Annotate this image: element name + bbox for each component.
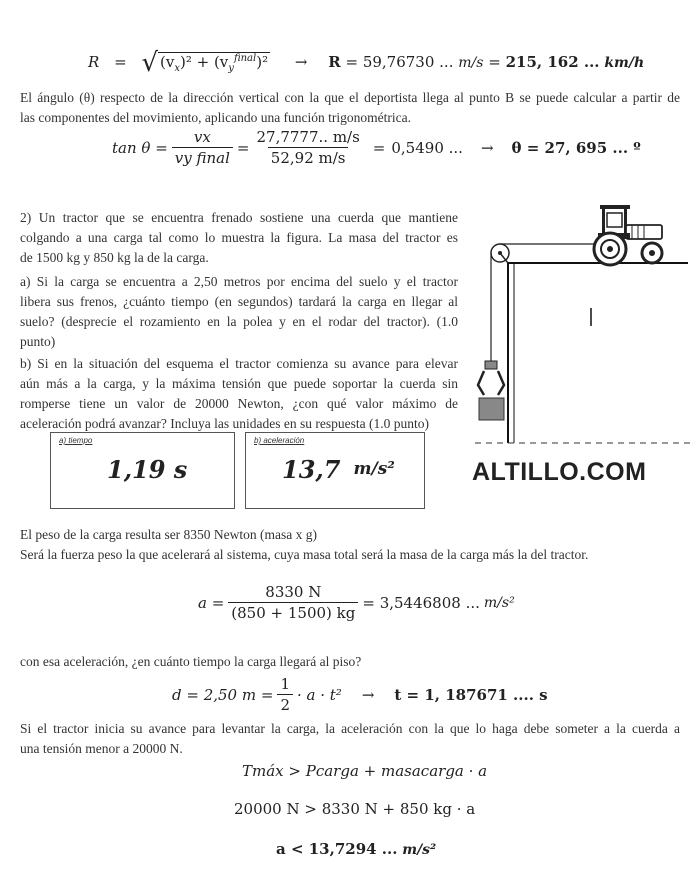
answer-label-acceleration: b) aceleración bbox=[254, 436, 305, 445]
tractor-icon bbox=[594, 205, 662, 265]
result-var-r: R bbox=[328, 53, 341, 71]
radicand-vx: (v bbox=[160, 53, 175, 71]
paragraph-angle-line2: las componentes del movimiento, aplicando una función trigonométrica. bbox=[20, 110, 412, 125]
theta-result: θ = 27, 695 ... º bbox=[511, 138, 641, 157]
answer-value-time: 1,19 s bbox=[107, 455, 188, 484]
fraction-half: $\frac{1}{2}$ bbox=[277, 675, 293, 714]
pulley-icon bbox=[491, 244, 509, 263]
hook-icon bbox=[478, 361, 504, 395]
equation-tension-inequality: Tmáx > Pcarga + masacarga · a bbox=[242, 762, 488, 780]
arrow: → bbox=[294, 53, 308, 71]
paragraph-time-question: con esa aceleración, ¿en cuánto tiempo la carga llegará al piso? bbox=[20, 654, 362, 669]
equation-acceleration: a = $\frac{8330 N}{(850 + 1500) kg}$ = 3,5446808 ... m/s² bbox=[198, 583, 515, 622]
tan-value: 0,5490 ... bbox=[391, 138, 463, 157]
problem-2a: a) Si la carga se encuentra a 2,50 metros por encima del suelo y el tractor libera sus frenos, ¿cuánto tiempo (en segundos) tardará la carga en llegar al suelo? (desprecie el rozamiento en la polea y en el rodar del tractor). (1.0 punto) bbox=[20, 274, 458, 349]
load-box bbox=[479, 398, 504, 420]
equals-sign: = bbox=[114, 53, 127, 71]
problem-2b: b) Si en la situación del esquema el tractor comienza su avance para elevar aún más a la carga, y la máxima tensión que puede soportar la cuerda sin romperse tiene un valor de 20000 Newton, ¿con qué valor máximo de aceleración podrá avanzar? Incluya las unidades en su respuesta (1.0 punto) bbox=[20, 356, 458, 431]
equation-distance: d = 2,50 m = $\frac{1}{2}$ · a · t² → t = 1, 187671 .... s bbox=[172, 675, 548, 714]
fraction-values: $\frac{27,7777.. m/s}{52,92 m/s}$ bbox=[256, 128, 360, 167]
fraction-velocity: $\frac{vx}{\text{vy final}}$ bbox=[172, 128, 233, 167]
equation-max-acceleration: a < 13,7294 ... m/s² bbox=[276, 840, 437, 858]
problem-2: 2) Un tractor que se encuentra frenado sostiene una cuerda que mantiene colgando a una carga tal como lo muestra la figura. La masa del tractor es de 1500 kg y 850 kg la de la carga. bbox=[20, 210, 458, 265]
var-r: R bbox=[88, 53, 100, 71]
answer-box-time bbox=[50, 432, 235, 509]
answer-box-acceleration bbox=[245, 432, 425, 509]
time-result: t = 1, 187671 .... s bbox=[394, 685, 548, 704]
paragraph-weight: El peso de la carga resulta ser 8350 Newton (masa x g) Será la fuerza peso la que acelerará al sistema, cuya masa total será la masa de la carga más la del tractor. bbox=[20, 527, 589, 562]
result-kmh: 215, 162 ... bbox=[505, 53, 600, 71]
equation-tension-values: 20000 N > 8330 N + 850 kg · a bbox=[234, 800, 476, 818]
equation-tangent: tan θ = $\frac{vx}{\text{vy final}}$ = $\frac{27,7777.. m/s}{52,92 m/s}$ = 0,5490 ... → θ = 27, 695 ... º bbox=[112, 128, 641, 167]
tractor-diagram bbox=[470, 195, 695, 450]
answer-label-time: a) tiempo bbox=[59, 436, 93, 445]
paragraph-angle: El ángulo (θ) respecto de la dirección vertical con la que el deportista llega al punto B se puede calcular a partir de bbox=[20, 90, 680, 105]
fraction-acceleration: $\frac{8330 N}{(850 + 1500) kg}$ bbox=[228, 583, 358, 622]
answer-value-acceleration: 13,7 bbox=[282, 455, 341, 484]
answer-unit-acceleration: m/s² bbox=[353, 459, 395, 479]
altillo-logo: ALTILLO.COM bbox=[472, 458, 647, 486]
equation-resultant-velocity: R = √ $(v_x)^2 + (v_y^{final})^2 \to R = 59,76730$ ... m/s = 215, 162 ... km/h bbox=[88, 48, 645, 78]
unit-ms: m/s bbox=[458, 55, 484, 71]
unit-kmh: km/h bbox=[604, 55, 645, 71]
paragraph-tension: Si el tractor inicia su avance para levantar la carga, la aceleración con la que lo haga debe someter a la cuerda a una tensión menor a 20000 N. bbox=[20, 721, 680, 756]
